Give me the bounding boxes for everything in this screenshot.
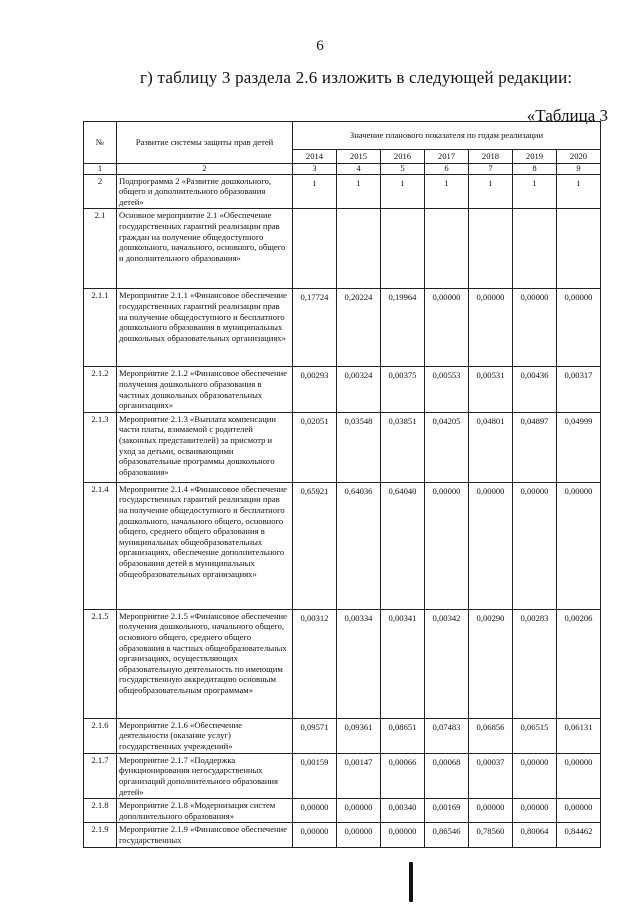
value-cell: 0,00340 — [381, 799, 425, 823]
row-description: Подпрограмма 2 «Развитие дошкольного, общего и дополнительного образования детей» — [117, 174, 293, 209]
table-row — [84, 799, 601, 823]
header-num: № — [84, 122, 117, 164]
column-number: 9 — [557, 163, 601, 174]
value-cell: 0,00312 — [293, 609, 337, 718]
value-cell: 0,03851 — [381, 412, 425, 482]
value-cell: 0,00000 — [469, 799, 513, 823]
value-cell — [381, 209, 425, 289]
value-cell: 0,00169 — [425, 799, 469, 823]
value-cell: 0,00000 — [381, 823, 425, 847]
value-cell: 0,04205 — [425, 412, 469, 482]
value-cell: 0,00375 — [381, 367, 425, 412]
header-year: 2019 — [513, 150, 557, 164]
value-cell: 0,84462 — [557, 823, 601, 847]
row-description: Мероприятие 2.1.1 «Финансовое обеспечение государственных гарантий реализации прав на получение общедоступного и бесплатного дошкольного образования в муниципальных дошкольных образовательных организациях» — [117, 289, 293, 367]
table-row — [84, 174, 601, 209]
value-cell — [293, 209, 337, 289]
value-cell: 0,00553 — [425, 367, 469, 412]
value-cell: 0,00000 — [513, 482, 557, 609]
value-cell — [557, 209, 601, 289]
value-cell: 0,65921 — [293, 482, 337, 609]
value-cell: 0,00324 — [337, 367, 381, 412]
value-cell: 0,07483 — [425, 718, 469, 753]
value-cell: 0,00066 — [381, 753, 425, 798]
value-cell: 0,00436 — [513, 367, 557, 412]
row-description: Мероприятие 2.1.7 «Поддержка функционирования негосударственных организаций дополнительного образования детей» — [117, 753, 293, 798]
instruction-text: г) таблицу 3 раздела 2.6 изложить в следующей редакции: — [140, 68, 573, 87]
value-cell: 0,00000 — [425, 482, 469, 609]
value-cell: 0,00341 — [381, 609, 425, 718]
value-cell: 0,00000 — [557, 799, 601, 823]
value-cell: 0,19964 — [381, 289, 425, 367]
value-cell: 0,00000 — [293, 799, 337, 823]
column-number: 1 — [84, 163, 117, 174]
table-row — [84, 209, 601, 289]
value-cell: 0,17724 — [293, 289, 337, 367]
column-number: 4 — [337, 163, 381, 174]
value-cell: 0,00334 — [337, 609, 381, 718]
value-cell: 0,00342 — [425, 609, 469, 718]
value-cell — [513, 209, 557, 289]
value-cell: 0,00290 — [469, 609, 513, 718]
row-number: 2.1.3 — [84, 412, 117, 482]
header-year: 2020 — [557, 150, 601, 164]
row-description: Мероприятие 2.1.3 «Выплата компенсации части платы, взимаемой с родителей (законных представителей) за присмотр и уход за детьми, осваивающими образовательные программы дошкольного образования» — [117, 412, 293, 482]
table-label: «Таблица 3 — [526, 106, 608, 125]
row-number: 2 — [84, 174, 117, 209]
row-description: Мероприятие 2.1.5 «Финансовое обеспечение получения дошкольного, начального общего, основного общего, среднего общего образования в частных общеобразовательных организациях, осуществляющих образовательную деятельность по имеющим государственную аккредитацию основным общеобразовательным программам» — [117, 609, 293, 718]
value-cell: 0,00531 — [469, 367, 513, 412]
value-cell: 1 — [381, 174, 425, 209]
value-cell: 0,00000 — [513, 753, 557, 798]
value-cell: 0,00317 — [557, 367, 601, 412]
row-description: Мероприятие 2.1.8 «Модернизация систем дополнительного образования» — [117, 799, 293, 823]
table-row — [84, 367, 601, 412]
value-cell: 0,03548 — [337, 412, 381, 482]
value-cell: 0,20224 — [337, 289, 381, 367]
row-number: 2.1.2 — [84, 367, 117, 412]
value-cell: 0,00068 — [425, 753, 469, 798]
value-cell: 0,09361 — [337, 718, 381, 753]
table-row — [84, 289, 601, 367]
value-cell: 0,08651 — [381, 718, 425, 753]
indicator-table — [83, 121, 601, 848]
table-row — [84, 718, 601, 753]
column-number: 7 — [469, 163, 513, 174]
value-cell: 0,00037 — [469, 753, 513, 798]
header-year: 2014 — [293, 150, 337, 164]
row-number: 2.1.1 — [84, 289, 117, 367]
row-number: 2.1 — [84, 209, 117, 289]
page-number: 6 — [316, 38, 324, 54]
table-row — [84, 482, 601, 609]
value-cell: 0,00000 — [513, 799, 557, 823]
table-row — [84, 609, 601, 718]
value-cell — [425, 209, 469, 289]
value-cell: 0,00000 — [557, 289, 601, 367]
value-cell: 0,80064 — [513, 823, 557, 847]
value-cell: 0,06515 — [513, 718, 557, 753]
value-cell: 0,00000 — [469, 289, 513, 367]
value-cell: 0,00000 — [337, 799, 381, 823]
signature-mark — [409, 862, 413, 902]
value-cell: 0,78560 — [469, 823, 513, 847]
header-year: 2017 — [425, 150, 469, 164]
value-cell: 0,00206 — [557, 609, 601, 718]
header-name: Развитие системы защиты прав детей — [117, 122, 293, 164]
value-cell: 0,02051 — [293, 412, 337, 482]
table-row — [84, 412, 601, 482]
value-cell: 1 — [513, 174, 557, 209]
row-description: Мероприятие 2.1.9 «Финансовое обеспечение государственных — [117, 823, 293, 847]
value-cell: 0,00000 — [337, 823, 381, 847]
row-number: 2.1.4 — [84, 482, 117, 609]
table-row — [84, 823, 601, 847]
value-cell: 1 — [337, 174, 381, 209]
value-cell: 0,00000 — [469, 482, 513, 609]
row-description: Мероприятие 2.1.6 «Обеспечение деятельности (оказание услуг) государственных учреждений» — [117, 718, 293, 753]
column-number: 3 — [293, 163, 337, 174]
value-cell: 1 — [293, 174, 337, 209]
header-values-title: Значение планового показателя по годам реализации — [293, 122, 601, 150]
value-cell: 1 — [557, 174, 601, 209]
column-number: 5 — [381, 163, 425, 174]
row-number: 2.1.5 — [84, 609, 117, 718]
value-cell — [337, 209, 381, 289]
value-cell: 0,06856 — [469, 718, 513, 753]
row-number: 2.1.8 — [84, 799, 117, 823]
value-cell: 0,06131 — [557, 718, 601, 753]
value-cell: 1 — [425, 174, 469, 209]
value-cell: 0,04897 — [513, 412, 557, 482]
value-cell: 0,09571 — [293, 718, 337, 753]
value-cell: 0,00147 — [337, 753, 381, 798]
value-cell — [469, 209, 513, 289]
header-year: 2018 — [469, 150, 513, 164]
value-cell: 0,00000 — [425, 289, 469, 367]
value-cell: 0,64040 — [381, 482, 425, 609]
value-cell: 0,00000 — [293, 823, 337, 847]
column-number: 8 — [513, 163, 557, 174]
header-year: 2016 — [381, 150, 425, 164]
value-cell: 0,00283 — [513, 609, 557, 718]
value-cell: 0,00000 — [513, 289, 557, 367]
row-number: 2.1.9 — [84, 823, 117, 847]
value-cell: 1 — [469, 174, 513, 209]
value-cell: 0,00000 — [557, 482, 601, 609]
value-cell: 0,86546 — [425, 823, 469, 847]
row-number: 2.1.7 — [84, 753, 117, 798]
row-description: Основное мероприятие 2.1 «Обеспечение государственных гарантий реализации прав граждан на получение общедоступного дошкольного, начального, основного, общего и дополнительного образования» — [117, 209, 293, 289]
row-description: Мероприятие 2.1.4 «Финансовое обеспечение государственных гарантий реализации прав на получение общедоступного и бесплатного дошкольного, начального общего, основного общего, среднего общего образования в муниципальных общеобразовательных организациях, обеспечение дополнительного образования детей в муниципальных общеобразовательных организациях» — [117, 482, 293, 609]
row-number: 2.1.6 — [84, 718, 117, 753]
row-description: Мероприятие 2.1.2 «Финансовое обеспечение получения дошкольного образования в частных дошкольных образовательных организациях» — [117, 367, 293, 412]
value-cell: 0,00159 — [293, 753, 337, 798]
value-cell: 0,00293 — [293, 367, 337, 412]
value-cell: 0,04999 — [557, 412, 601, 482]
column-number: 6 — [425, 163, 469, 174]
table-row — [84, 753, 601, 798]
value-cell: 0,04801 — [469, 412, 513, 482]
value-cell: 0,00000 — [557, 753, 601, 798]
value-cell: 0,64036 — [337, 482, 381, 609]
header-year: 2015 — [337, 150, 381, 164]
column-number: 2 — [117, 163, 293, 174]
